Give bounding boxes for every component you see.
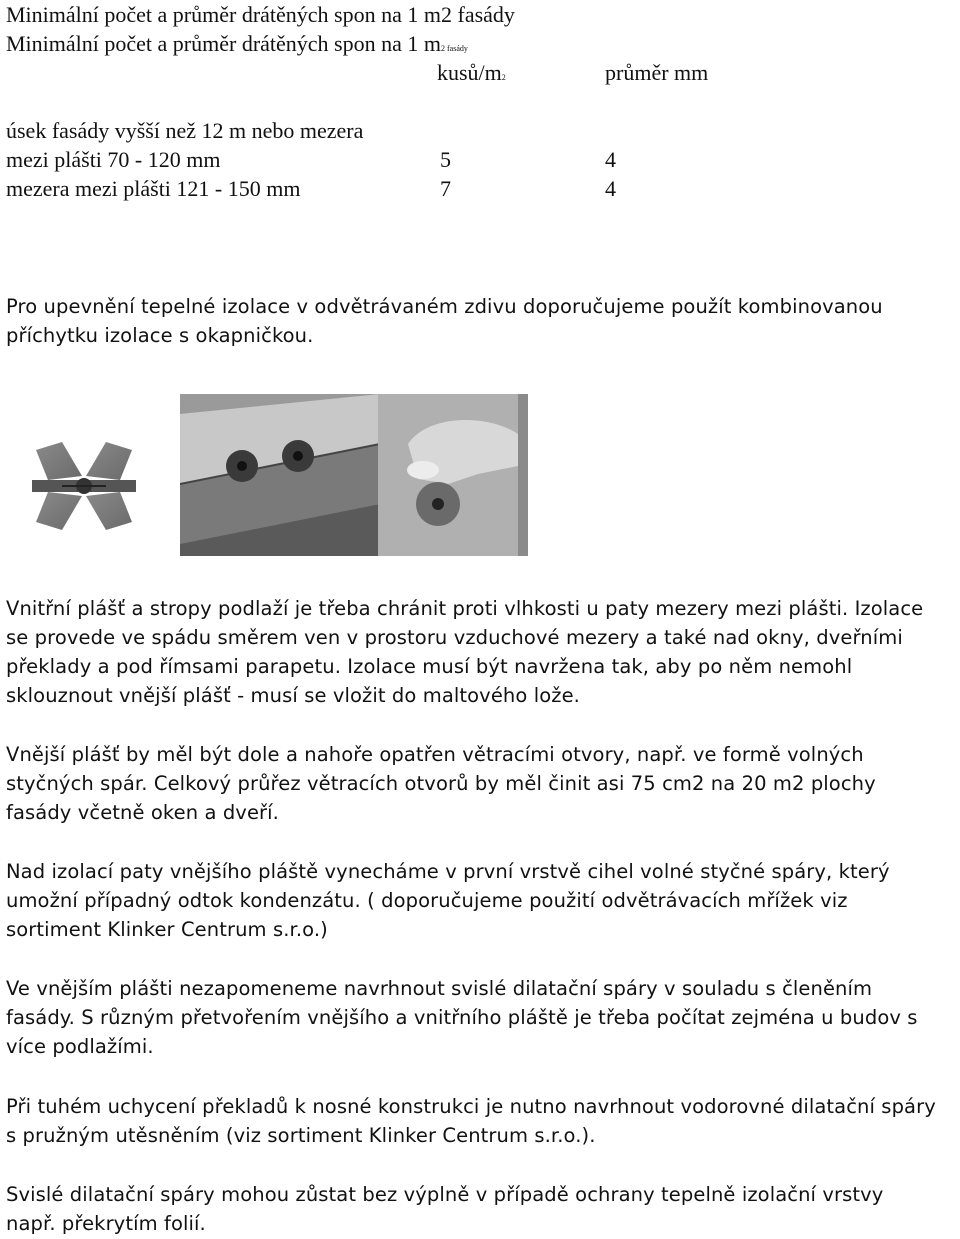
text-line: příchytku izolace s okapničkou.: [6, 324, 314, 347]
outer-wall-paragraph: [6, 740, 958, 827]
text-line: např. překrytím folií.: [6, 1212, 206, 1235]
subtitle-text: Minimální počet a průměr drátěných spon na 1 m: [6, 31, 441, 56]
insulation-paragraph: [6, 857, 958, 944]
col-count-label: kusů/m: [437, 60, 502, 85]
text-line: Vnější plášť by měl být dole a nahoře opatřen větracími otvory, např. ve formě volných: [6, 743, 864, 766]
col-diameter-header: průměr mm: [605, 60, 709, 85]
text-line: fasády. S různým přetvořením vnějšího a vnitřního pláště je třeba počítat zejména u budov s: [6, 1006, 918, 1029]
text-line: fasády včetně oken a dveří.: [6, 801, 279, 824]
table-cell-count: 5: [440, 147, 451, 172]
dilatation-paragraph: [6, 974, 958, 1061]
text-line: Nad izolací paty vnějšího pláště vynecháme v první vrstvě cihel volné styčné spáry, který: [6, 860, 890, 883]
text-line: styčných spár. Celkový průřez větracích otvorů by měl činit asi 75 cm2 na 20 m2 plochy: [6, 772, 876, 795]
text-line: více podlažími.: [6, 1035, 154, 1058]
intro-paragraph: [6, 292, 958, 350]
text-line: umožní případný odtok kondenzátu. ( doporučujeme použití odvětrávacích mřížek viz: [6, 889, 848, 912]
hand-clip-photo: [378, 394, 528, 556]
clip-icon: [32, 440, 136, 532]
text-line: Vnitřní plášť a stropy podlaží je třeba chránit proti vlhkosti u paty mezery mezi plášti. Izolace: [6, 597, 924, 620]
text-line: překlady a pod římsami parapetu. Izolace musí být navržena tak, aby po něm nemohl: [6, 655, 853, 678]
text-line: se provede ve spádu směrem ven v prostoru vzduchové mezery a také nad okny, dveřními: [6, 626, 903, 649]
table-cell-diameter: 4: [605, 176, 616, 201]
text-line: sortiment Klinker Centrum s.r.o.): [6, 918, 328, 941]
text-line: Při tuhém uchycení překladů k nosné konstrukci je nutno navrhnout vodorovné dilatační spáry: [6, 1095, 936, 1118]
page-subtitle: [6, 29, 468, 63]
col-count-header: [437, 58, 506, 92]
subtitle-sup: 2 fasády: [441, 44, 468, 53]
vertical-joints-paragraph: [6, 1180, 958, 1238]
table-row-label: mezera mezi plášti 121 - 150 mm: [6, 176, 301, 201]
table-row-label: úsek fasády vyšší než 12 m nebo mezera: [6, 118, 364, 143]
text-line: Ve vnějším plášti nezapomeneme navrhnout svislé dilatační spáry v souladu s členěním: [6, 977, 873, 1000]
text-line: Svislé dilatační spáry mohou zůstat bez výplně v případě ochrany tepelně izolační vrstvy: [6, 1183, 884, 1206]
text-line: Pro upevnění tepelné izolace v odvětrávaném zdivu doporučujeme použít kombinovanou: [6, 295, 883, 318]
table-cell-diameter: 4: [605, 147, 616, 172]
page-title: Minimální počet a průměr drátěných spon na 1 m2 fasády: [6, 2, 515, 27]
text-line: s pružným utěsněním (viz sortiment Klinker Centrum s.r.o.).: [6, 1124, 596, 1147]
table-row-label: mezi plášti 70 - 120 mm: [6, 147, 221, 172]
col-count-sub: 2: [501, 73, 506, 82]
table-cell-count: 7: [440, 176, 451, 201]
inner-wall-paragraph: [6, 594, 958, 710]
lintels-paragraph: [6, 1092, 958, 1150]
text-line: sklouznout vnější plášť - musí se vložit do maltového lože.: [6, 684, 580, 707]
wall-clips-photo: [180, 394, 380, 556]
